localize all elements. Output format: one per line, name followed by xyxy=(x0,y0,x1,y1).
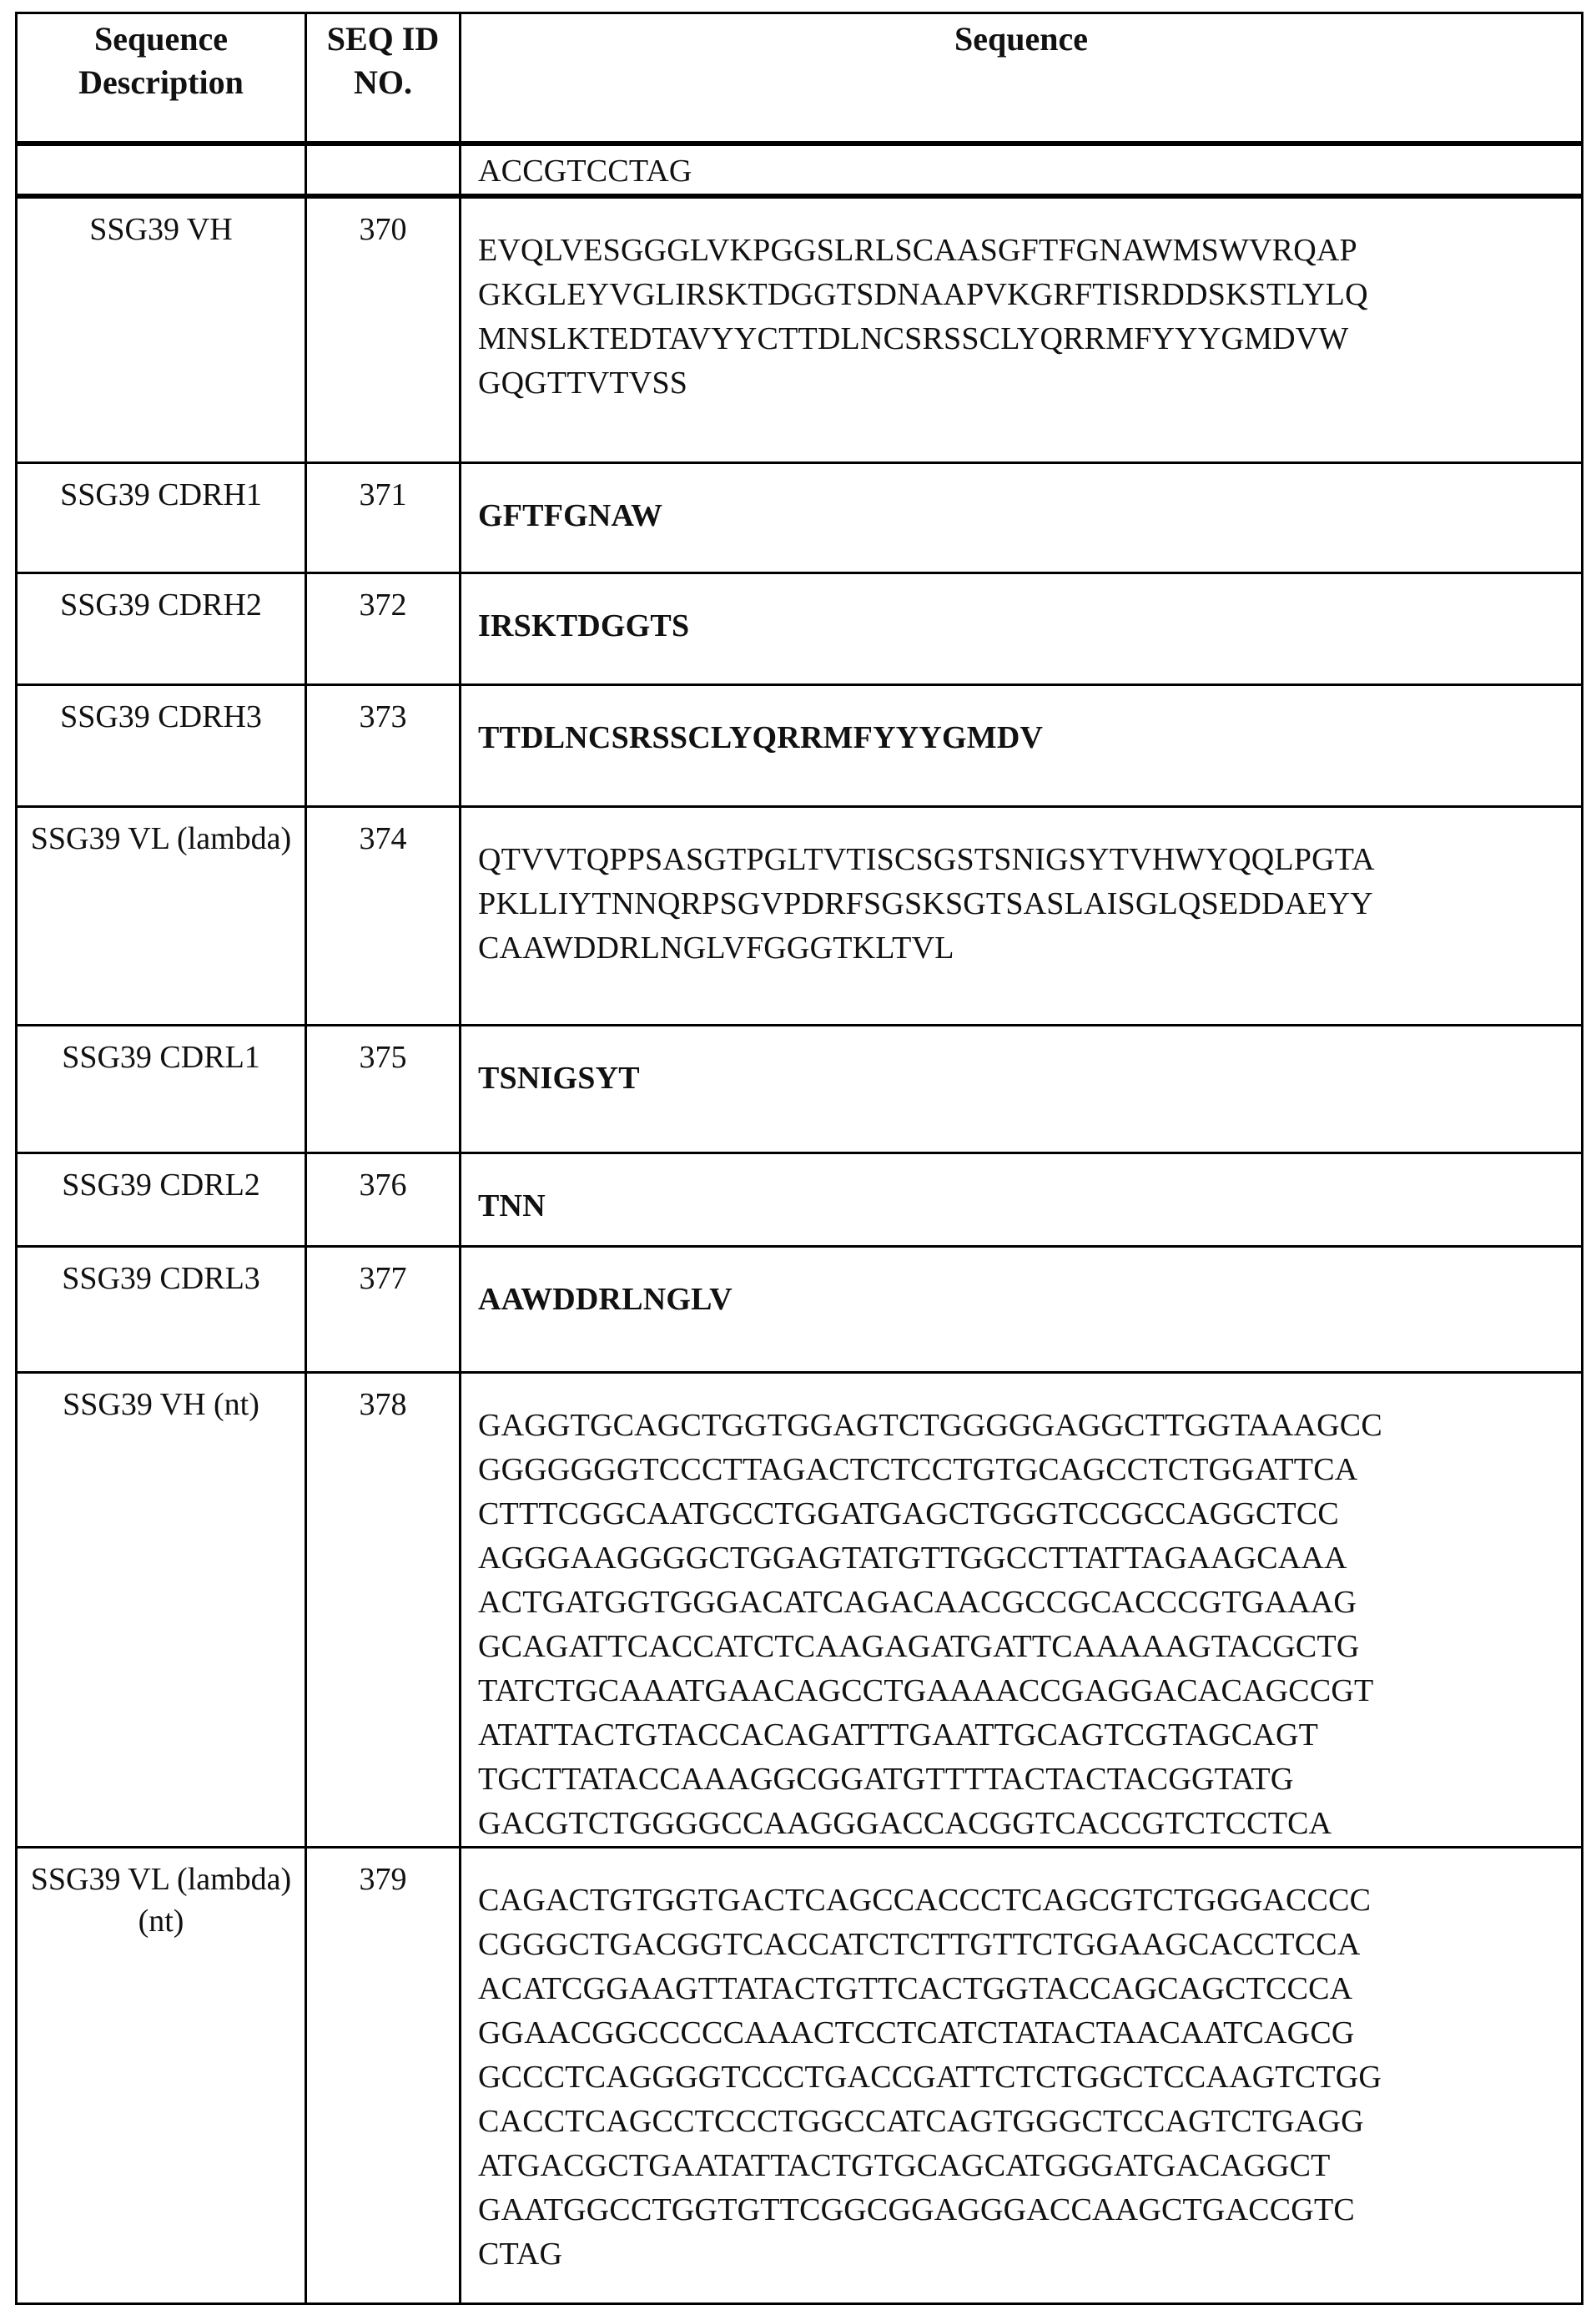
sequence-line: GGGGGGGTCCCTTAGACTCTCCTGTGCAGCCTCTGGATTCA xyxy=(478,1452,1358,1487)
sequence-line: CACCTCAGCCTCCCTGGCCATCAGTGGGCTCCAGTCTGAGG xyxy=(478,2104,1364,2139)
sequence-line: PKLLIYTNNQRPSGVPDRFSGSKSGTSASLAISGLQSEDDAEYY xyxy=(478,886,1373,921)
header-seq-id: SEQ ID NO. xyxy=(306,13,461,144)
sequence-line: GCCCTCAGGGGTCCCTGACCGATTCTCTGGCTCCAAGTCTGG xyxy=(478,2060,1382,2095)
seq-id-cell: 374 xyxy=(306,807,461,1026)
sequence-cell xyxy=(461,1026,1583,1153)
description-cell: SSG39 VH xyxy=(17,196,306,463)
sequence-line: CTAG xyxy=(478,2237,563,2272)
sequence-line: TNN xyxy=(478,1188,546,1223)
sequence-cell xyxy=(461,807,1583,1026)
sequence-line: CAAWDDRLNGLVFGGGTKLTVL xyxy=(478,931,954,966)
sequence-line: GQGTTVTVSS xyxy=(478,365,688,401)
description-cell: SSG39 CDRH2 xyxy=(17,573,306,685)
sequence-line: ACATCGGAAGTTATACTGTTCACTGGTACCAGCAGCTCCCA xyxy=(478,1971,1353,2006)
sequence-line: GGAACGGCCCCCAAACTCCTCATCTATACTAACAATCAGCG xyxy=(478,2015,1355,2050)
sequence-line: CAGACTGTGGTGACTCAGCCACCCTCAGCGTCTGGGACCCC xyxy=(478,1883,1372,1918)
sequence-line: MNSLKTEDTAVYYCTTDLNCSRSSCLYQRRMFYYYGMDVW xyxy=(478,320,1349,356)
sequence-line: EVQLVESGGGLVKPGGSLRLSCAASGFTFGNAWMSWVRQAP xyxy=(478,232,1357,268)
sequence-line: TATCTGCAAATGAACAGCCTGAAAACCGAGGACACAGCCGT xyxy=(478,1673,1374,1708)
sequence-line: GKGLEYVGLIRSKTDGGTSDNAAPVKGRFTISRDDSKSTLYLQ xyxy=(478,276,1368,312)
sequence-cell xyxy=(461,144,1583,196)
sequence-line: AGGGAAGGGGCTGGAGTATGTTGGCCTTATTAGAAGCAAA xyxy=(478,1541,1347,1576)
seq-id-cell: 371 xyxy=(306,463,461,573)
header-row xyxy=(17,13,1583,144)
sequence-cell xyxy=(461,573,1583,685)
sequence-line: GAGGTGCAGCTGGTGGAGTCTGGGGGAGGCTTGGTAAAGCC xyxy=(478,1408,1382,1443)
sequence-cell xyxy=(461,463,1583,573)
sequence-line: QTVVTQPPSASGTPGLTVTISCSGSTSNIGSYTVHWYQQLPGTA xyxy=(478,842,1375,877)
sequence-line: ACCGTCCTAG xyxy=(478,153,692,189)
table-row xyxy=(17,144,1583,196)
description-cell: SSG39 VL (lambda) xyxy=(17,807,306,1026)
table-row xyxy=(17,807,1583,1026)
header-sequence: Sequence xyxy=(461,13,1583,144)
table-row xyxy=(17,1026,1583,1153)
sequence-line: ACTGATGGTGGGACATCAGACAACGCCGCACCCGTGAAAG xyxy=(478,1585,1357,1620)
table-row xyxy=(17,463,1583,573)
sequence-cell xyxy=(461,1153,1583,1247)
sequence-cell xyxy=(461,685,1583,807)
sequence-cell xyxy=(461,1247,1583,1373)
seq-id-cell: 373 xyxy=(306,685,461,807)
sequence-line: CGGGCTGACGGTCACCATCTCTTGTTCTGGAAGCACCTCCA xyxy=(478,1927,1361,1962)
table-row xyxy=(17,1848,1583,2304)
seq-id-cell xyxy=(306,144,461,196)
sequence-table xyxy=(15,12,1583,2305)
sequence-line: GAATGGCCTGGTGTTCGGCGGAGGGACCAAGCTGACCGTC xyxy=(478,2192,1355,2227)
sequence-line: TGCTTATACCAAAGGCGGATGTTTTACTACTACGGTATG xyxy=(478,1762,1294,1797)
seq-id-cell: 379 xyxy=(306,1848,461,2304)
table-row xyxy=(17,1247,1583,1373)
seq-id-cell: 376 xyxy=(306,1153,461,1247)
seq-id-cell: 372 xyxy=(306,573,461,685)
description-cell: SSG39 CDRH1 xyxy=(17,463,306,573)
seq-id-cell: 370 xyxy=(306,196,461,463)
sequence-cell xyxy=(461,196,1583,463)
description-cell: SSG39 CDRL1 xyxy=(17,1026,306,1153)
table-row xyxy=(17,1373,1583,1848)
table-row xyxy=(17,1153,1583,1247)
description-cell: SSG39 VH (nt) xyxy=(17,1373,306,1848)
description-cell: SSG39 CDRH3 xyxy=(17,685,306,807)
description-cell xyxy=(17,144,306,196)
description-cell: SSG39 CDRL2 xyxy=(17,1153,306,1247)
sequence-line: GCAGATTCACCATCTCAAGAGATGATTCAAAAAGTACGCTG xyxy=(478,1629,1360,1664)
sequence-line: IRSKTDGGTS xyxy=(478,608,690,643)
seq-id-cell: 375 xyxy=(306,1026,461,1153)
sequence-line: GFTFGNAW xyxy=(478,498,663,533)
seq-id-cell: 377 xyxy=(306,1247,461,1373)
sequence-line: ATATTACTGTACCACAGATTTGAATTGCAGTCGTAGCAGT xyxy=(478,1717,1319,1753)
table-row xyxy=(17,196,1583,463)
sequence-line: TSNIGSYT xyxy=(478,1061,640,1096)
sequence-line: ATGACGCTGAATATTACTGTGCAGCATGGGATGACAGGCT xyxy=(478,2148,1331,2183)
sequence-cell xyxy=(461,1848,1583,2304)
sequence-line: GACGTCTGGGGCCAAGGGACCACGGTCACCGTCTCCTCA xyxy=(478,1806,1332,1841)
sequence-line: CTTTCGGCAATGCCTGGATGAGCTGGGTCCGCCAGGCTCC xyxy=(478,1496,1339,1531)
description-cell: SSG39 CDRL3 xyxy=(17,1247,306,1373)
table-row xyxy=(17,685,1583,807)
table-row xyxy=(17,573,1583,685)
sequence-line: AAWDDRLNGLV xyxy=(478,1282,733,1317)
sequence-cell xyxy=(461,1373,1583,1848)
sequence-line: TTDLNCSRSSCLYQRRMFYYYGMDV xyxy=(478,720,1044,755)
seq-id-cell: 378 xyxy=(306,1373,461,1848)
header-description: Sequence Description xyxy=(17,13,306,144)
description-cell: SSG39 VL (lambda) (nt) xyxy=(17,1848,306,2304)
